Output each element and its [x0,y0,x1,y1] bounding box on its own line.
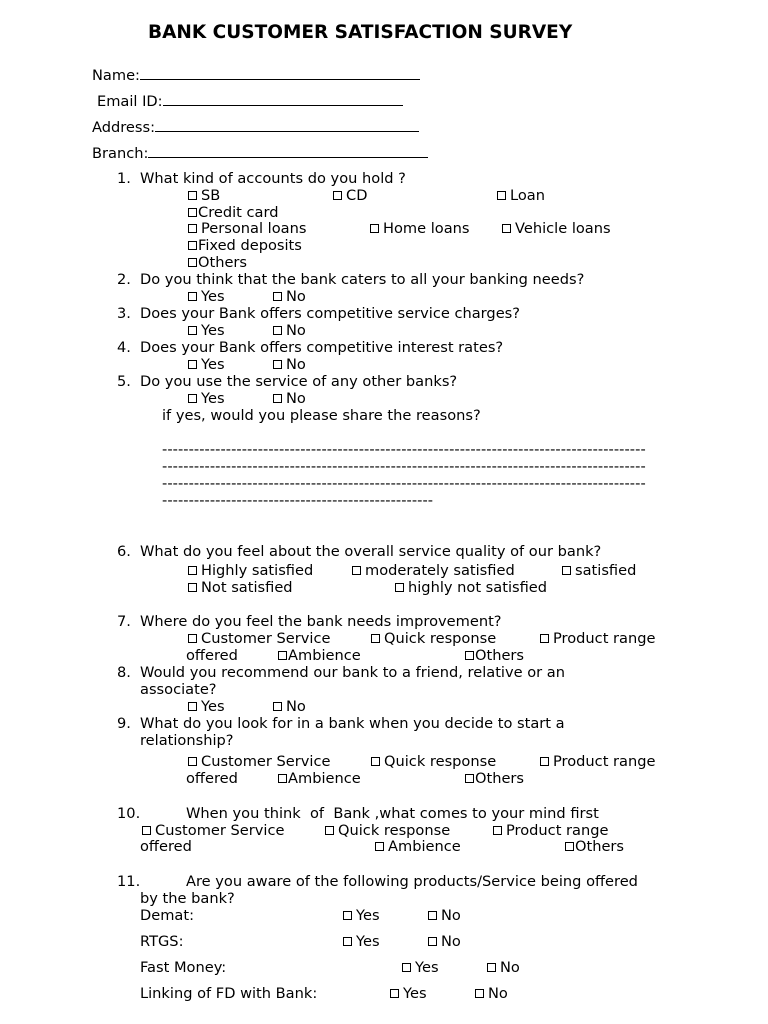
q11-item-rtgs: RTGS: [140,933,184,950]
q3-text: Does your Bank offers competitive service charges? [140,305,521,322]
checkbox[interactable] [273,292,282,301]
answer-line[interactable]: --------------------------------------------------- [162,492,434,509]
q6-number: 6. [117,543,131,560]
checkbox[interactable] [465,774,474,783]
checkbox[interactable] [343,937,352,946]
q6-opt-satisfied[interactable]: satisfied [562,562,636,579]
checkbox[interactable] [188,566,197,575]
q7-opt-product-range[interactable]: Product range [540,630,655,647]
checkbox[interactable] [188,326,197,335]
checkbox[interactable] [375,842,384,851]
q2-number: 2. [117,271,131,288]
q2-yes[interactable]: Yes [188,288,225,305]
q4-text: Does your Bank offers competitive interest rates? [140,339,504,356]
q7-text: Where do you feel the bank needs improvement? [140,613,502,630]
q11-demat-yes[interactable]: Yes [343,907,380,924]
q9-opt-quick-response[interactable]: Quick response [371,753,496,770]
checkbox[interactable] [273,360,282,369]
address-field[interactable] [92,118,419,136]
q8-number: 8. [117,664,131,681]
q10-text: When you think of Bank ,what comes to your mind first [186,805,599,822]
q8-text-cont: associate? [140,681,217,698]
checkbox[interactable] [273,702,282,711]
checkbox[interactable] [273,394,282,403]
q11-item-fast-money: Fast Money: [140,959,227,976]
checkbox[interactable] [188,191,197,200]
checkbox[interactable] [475,989,484,998]
q9-text: What do you look for in a bank when you decide to start a [140,715,565,732]
q11-linking-fd-no[interactable]: No [475,985,508,1002]
q11-linking-fd-yes[interactable]: Yes [390,985,427,1002]
checkbox[interactable] [428,937,437,946]
q1-text: What kind of accounts do you hold ? [140,170,406,187]
checkbox[interactable] [188,583,197,592]
checkbox[interactable] [343,911,352,920]
branch-label: Branch: [92,145,149,162]
q9-opt-ambience[interactable]: Ambience [278,770,361,787]
q10-opt-customer-service[interactable]: Customer Service [142,822,284,839]
checkbox[interactable] [188,292,197,301]
q10-opt-quick-response[interactable]: Quick response [325,822,450,839]
checkbox[interactable] [188,208,197,217]
q2-no[interactable]: No [273,288,306,305]
q7-opt-others[interactable]: Others [465,647,524,664]
q9-opt-customer-service[interactable]: Customer Service [188,753,330,770]
q5-no[interactable]: No [273,390,306,407]
q11-fast-money-yes[interactable]: Yes [402,959,439,976]
q7-opt-customer-service[interactable]: Customer Service [188,630,330,647]
checkbox[interactable] [565,842,574,851]
q10-opt-product-range[interactable]: Product range [493,822,608,839]
checkbox[interactable] [325,826,334,835]
q11-demat-no[interactable]: No [428,907,461,924]
q7-opt-quick-response[interactable]: Quick response [371,630,496,647]
q5-number: 5. [117,373,131,390]
q10-number: 10. [117,805,141,822]
name-field[interactable] [92,66,420,84]
q10-opt-others[interactable]: Others [565,838,624,855]
q11-rtgs-no[interactable]: No [428,933,461,950]
q6-opt-not-satisfied[interactable]: Not satisfied [188,579,293,596]
checkbox[interactable] [188,394,197,403]
q9-opt-others[interactable]: Others [465,770,524,787]
q3-number: 3. [117,305,131,322]
q11-fast-money-no[interactable]: No [487,959,520,976]
q7-number: 7. [117,613,131,630]
q6-opt-highly-satisfied[interactable]: Highly satisfied [188,562,313,579]
q3-no[interactable]: No [273,322,306,339]
q11-item-demat: Demat: [140,907,195,924]
q3-yes[interactable]: Yes [188,322,225,339]
q1-opt-vehicle-loans[interactable]: Vehicle loans [502,220,611,237]
checkbox[interactable] [371,634,380,643]
answer-line[interactable]: ------------------------------------------------------------------------------------------- [162,475,646,492]
q1-opt-loan[interactable]: Loan [497,187,545,204]
q7-offered: offered [186,647,238,664]
q5-followup: if yes, would you please share the reasons? [162,407,481,424]
q5-text: Do you use the service of any other banks? [140,373,458,390]
q1-opt-fixed-deposits[interactable]: Fixed deposits [188,237,302,254]
checkbox[interactable] [465,651,474,660]
q4-number: 4. [117,339,131,356]
q9-number: 9. [117,715,131,732]
checkbox[interactable] [278,774,287,783]
checkbox[interactable] [188,757,197,766]
q1-number: 1. [117,170,131,187]
checkbox[interactable] [540,757,549,766]
checkbox[interactable] [487,963,496,972]
q8-yes[interactable]: Yes [188,698,225,715]
q11-rtgs-yes[interactable]: Yes [343,933,380,950]
checkbox[interactable] [188,258,197,267]
checkbox[interactable] [395,583,404,592]
q9-opt-product-range[interactable]: Product range [540,753,655,770]
answer-line[interactable]: ------------------------------------------------------------------------------------------- [162,441,646,458]
q2-text: Do you think that the bank caters to all your banking needs? [140,271,585,288]
q11-item-linking-fd: Linking of FD with Bank: [140,985,318,1002]
page-title: BANK CUSTOMER SATISFACTION SURVEY [148,22,573,43]
q1-opt-others[interactable]: Others [188,254,247,271]
checkbox[interactable] [390,989,399,998]
checkbox[interactable] [188,634,197,643]
email-label: Email ID: [97,93,163,110]
q11-text: Are you aware of the following products/Service being offered [186,873,638,890]
q6-text: What do you feel about the overall service quality of our bank? [140,543,602,560]
checkbox[interactable] [493,826,502,835]
checkbox[interactable] [142,826,151,835]
q8-text: Would you recommend our bank to a friend, relative or an [140,664,565,681]
q8-no[interactable]: No [273,698,306,715]
checkbox[interactable] [540,634,549,643]
answer-line[interactable]: ------------------------------------------------------------------------------------------- [162,458,646,475]
q4-no[interactable]: No [273,356,306,373]
checkbox[interactable] [562,566,571,575]
q6-opt-highly-not-satisfied[interactable]: highly not satisfied [395,579,547,596]
q10-offered: offered [140,838,192,855]
q6-opt-moderately-satisfied[interactable]: moderately satisfied [352,562,515,579]
q11-number: 11. [117,873,141,890]
q9-offered: offered [186,770,238,787]
q1-opt-cd[interactable]: CD [333,187,367,204]
checkbox[interactable] [352,566,361,575]
q9-text-cont: relationship? [140,732,234,749]
checkbox[interactable] [428,911,437,920]
checkbox[interactable] [402,963,411,972]
q1-opt-credit-card[interactable]: Credit card [188,204,279,221]
checkbox[interactable] [273,326,282,335]
q7-opt-ambience[interactable]: Ambience [278,647,361,664]
checkbox[interactable] [188,702,197,711]
q5-yes[interactable]: Yes [188,390,225,407]
name-label: Name: [92,67,140,84]
email-field[interactable] [97,92,403,110]
checkbox[interactable] [188,224,197,233]
checkbox[interactable] [333,191,342,200]
branch-field[interactable] [92,144,428,162]
q1-opt-personal-loans[interactable]: Personal loans [188,220,306,237]
q1-opt-sb[interactable]: SB [188,187,220,204]
checkbox[interactable] [370,224,379,233]
q11-text-cont: by the bank? [140,890,235,907]
q10-opt-ambience[interactable]: Ambience [375,838,461,855]
checkbox[interactable] [497,191,506,200]
checkbox[interactable] [278,651,287,660]
checkbox[interactable] [188,360,197,369]
q4-yes[interactable]: Yes [188,356,225,373]
checkbox[interactable] [188,241,197,250]
q1-opt-home-loans[interactable]: Home loans [370,220,470,237]
checkbox[interactable] [502,224,511,233]
address-label: Address: [92,119,156,136]
checkbox[interactable] [371,757,380,766]
